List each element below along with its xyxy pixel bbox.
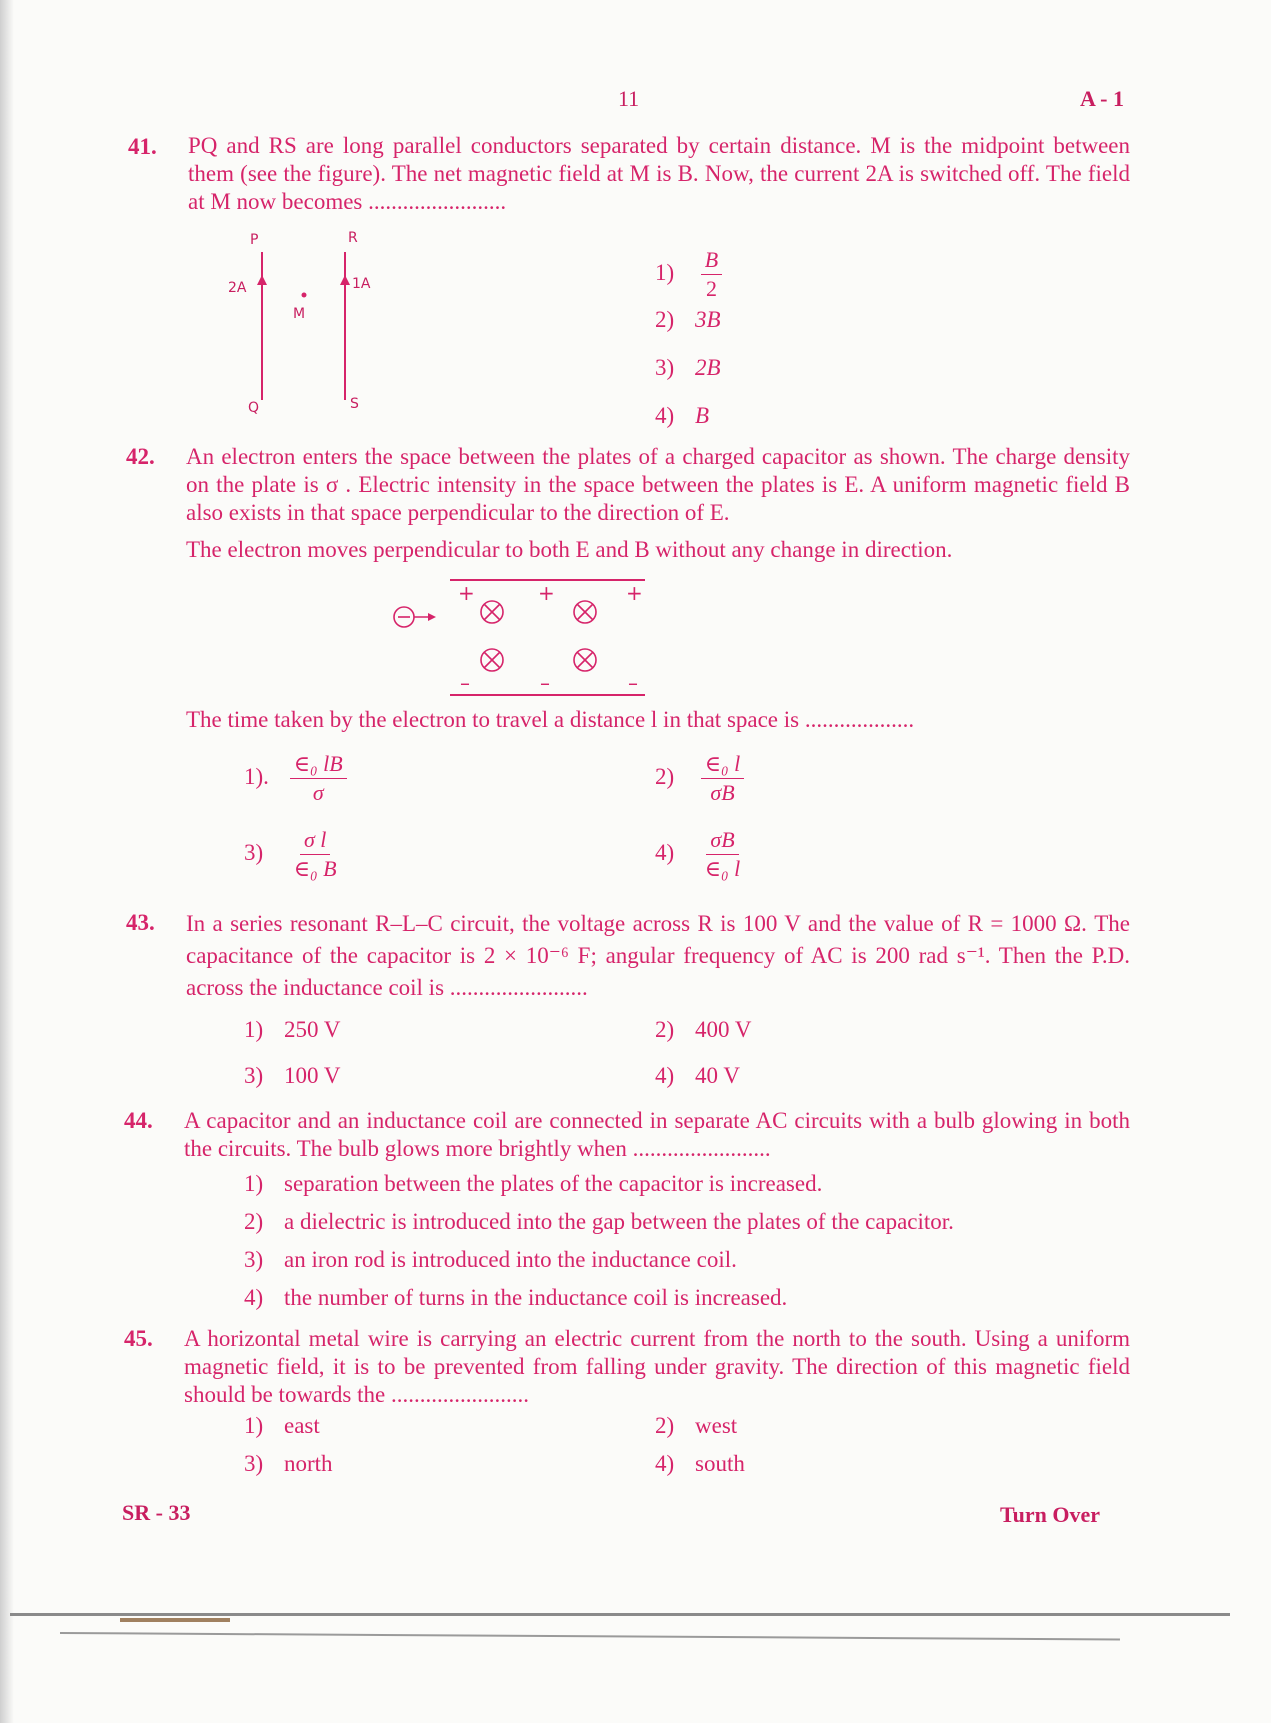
label-m: M	[293, 306, 306, 322]
question-number: 43.	[126, 910, 155, 935]
question-number: 45.	[124, 1326, 153, 1351]
parallel-conductors-figure	[220, 230, 380, 420]
option-3[interactable]: 3) an iron rod is introduced into the inductance coil.	[244, 1247, 737, 1272]
page-number: 11	[618, 86, 640, 111]
question-text: PQ and RS are long parallel conductors separated by certain distance. M is the midpoint between them (see the figure). The net magnetic field at M is B. Now, the current 2A is switched off. The field at M now becomes ........................	[188, 133, 1130, 214]
option-2[interactable]: 2) $\frac{\text{∈₀ l}}{\sigma B}$	[655, 752, 744, 805]
option-3[interactable]: 3) $\frac{\text{σ l}}{\text{∈₀ B}}$	[244, 827, 337, 881]
option-3[interactable]: 3) 100 V	[244, 1063, 341, 1088]
series-code: SR - 33	[122, 1500, 191, 1525]
page-edge-shadow	[0, 0, 14, 1723]
question-text-3: The time taken by the electron to travel a distance l in that space is ...................	[186, 707, 915, 732]
question-text: In a series resonant R–L–C circuit, the voltage across R is 100 V and the value of R = 1000 Ω. The capacitance of the capacitor is 2 × 10⁻⁶ F; angular frequency of AC is 200 rad s⁻¹. Then the P.D. across the inductance coil is ........................	[186, 911, 1130, 1000]
option-4[interactable]: 4) B	[655, 403, 710, 428]
option-3[interactable]: 3) north	[244, 1451, 333, 1476]
turn-over-label: Turn Over	[1000, 1502, 1101, 1527]
label-q: Q	[248, 400, 260, 416]
svg-text:+: +	[538, 581, 555, 605]
question-text: A horizontal metal wire is carrying an electric current from the north to the south. Using a uniform magnetic field, it is to be prevented from falling under gravity. The direction of this magnetic field should be towards the ........................	[184, 1326, 1130, 1407]
option-4[interactable]: 4) 40 V	[655, 1063, 740, 1088]
label-r: R	[348, 230, 358, 246]
option-2[interactable]: 2) west	[655, 1413, 738, 1438]
label-current-2a: 2A	[228, 280, 247, 296]
label-s: S	[350, 396, 359, 412]
question-text-2: The electron moves perpendicular to both E and B without any change in direction.	[186, 537, 953, 562]
svg-text:–: –	[540, 671, 550, 695]
svg-text:+: +	[626, 581, 643, 605]
question-text: An electron enters the space between the plates of a charged capacitor as shown. The charge density on the plate is σ . Electric intensity in the space between the plates is E. A uniform magnetic field B also exists in that space perpendicular to the direction of E.	[186, 444, 1130, 525]
option-1[interactable]: 1) 250 V	[244, 1017, 341, 1042]
option-4[interactable]: 4) south	[655, 1451, 745, 1476]
question-number: 41.	[128, 134, 157, 159]
option-1[interactable]: 1) east	[244, 1413, 320, 1438]
question-text: A capacitor and an inductance coil are connected in separate AC circuits with a bulb glowing in both the circuits. The bulb glows more brightly when ........................	[184, 1108, 1130, 1161]
option-1[interactable]: 1) $\frac{B}{2}$	[655, 248, 722, 301]
scan-edge-line	[10, 1613, 1230, 1616]
option-3[interactable]: 3) 2B	[655, 355, 721, 380]
option-1[interactable]: 1) separation between the plates of the capacitor is increased.	[244, 1171, 823, 1196]
svg-text:–: –	[460, 671, 470, 695]
option-4[interactable]: 4) $\frac{\sigma B}{\text{∈₀ l}}$	[655, 827, 741, 881]
scan-edge-mark	[120, 1618, 230, 1622]
label-p: P	[250, 232, 259, 248]
booklet-code: A - 1	[1080, 86, 1124, 111]
label-current-1a: 1A	[352, 276, 371, 292]
option-2[interactable]: 2) 3B	[655, 307, 721, 332]
option-1[interactable]: 1). $\frac{\text{∈₀ lB}}{\sigma}$	[244, 752, 347, 805]
option-4[interactable]: 4) the number of turns in the inductance coil is increased.	[244, 1285, 788, 1310]
capacitor-figure	[390, 570, 660, 700]
svg-text:+: +	[458, 581, 475, 605]
option-2[interactable]: 2) a dielectric is introduced into the gap between the plates of the capacitor.	[244, 1209, 954, 1234]
question-number: 42.	[126, 444, 155, 469]
scan-edge-line-2	[60, 1632, 1120, 1640]
option-2[interactable]: 2) 400 V	[655, 1017, 752, 1042]
svg-text:–: –	[628, 671, 638, 695]
question-number: 44.	[124, 1108, 153, 1133]
